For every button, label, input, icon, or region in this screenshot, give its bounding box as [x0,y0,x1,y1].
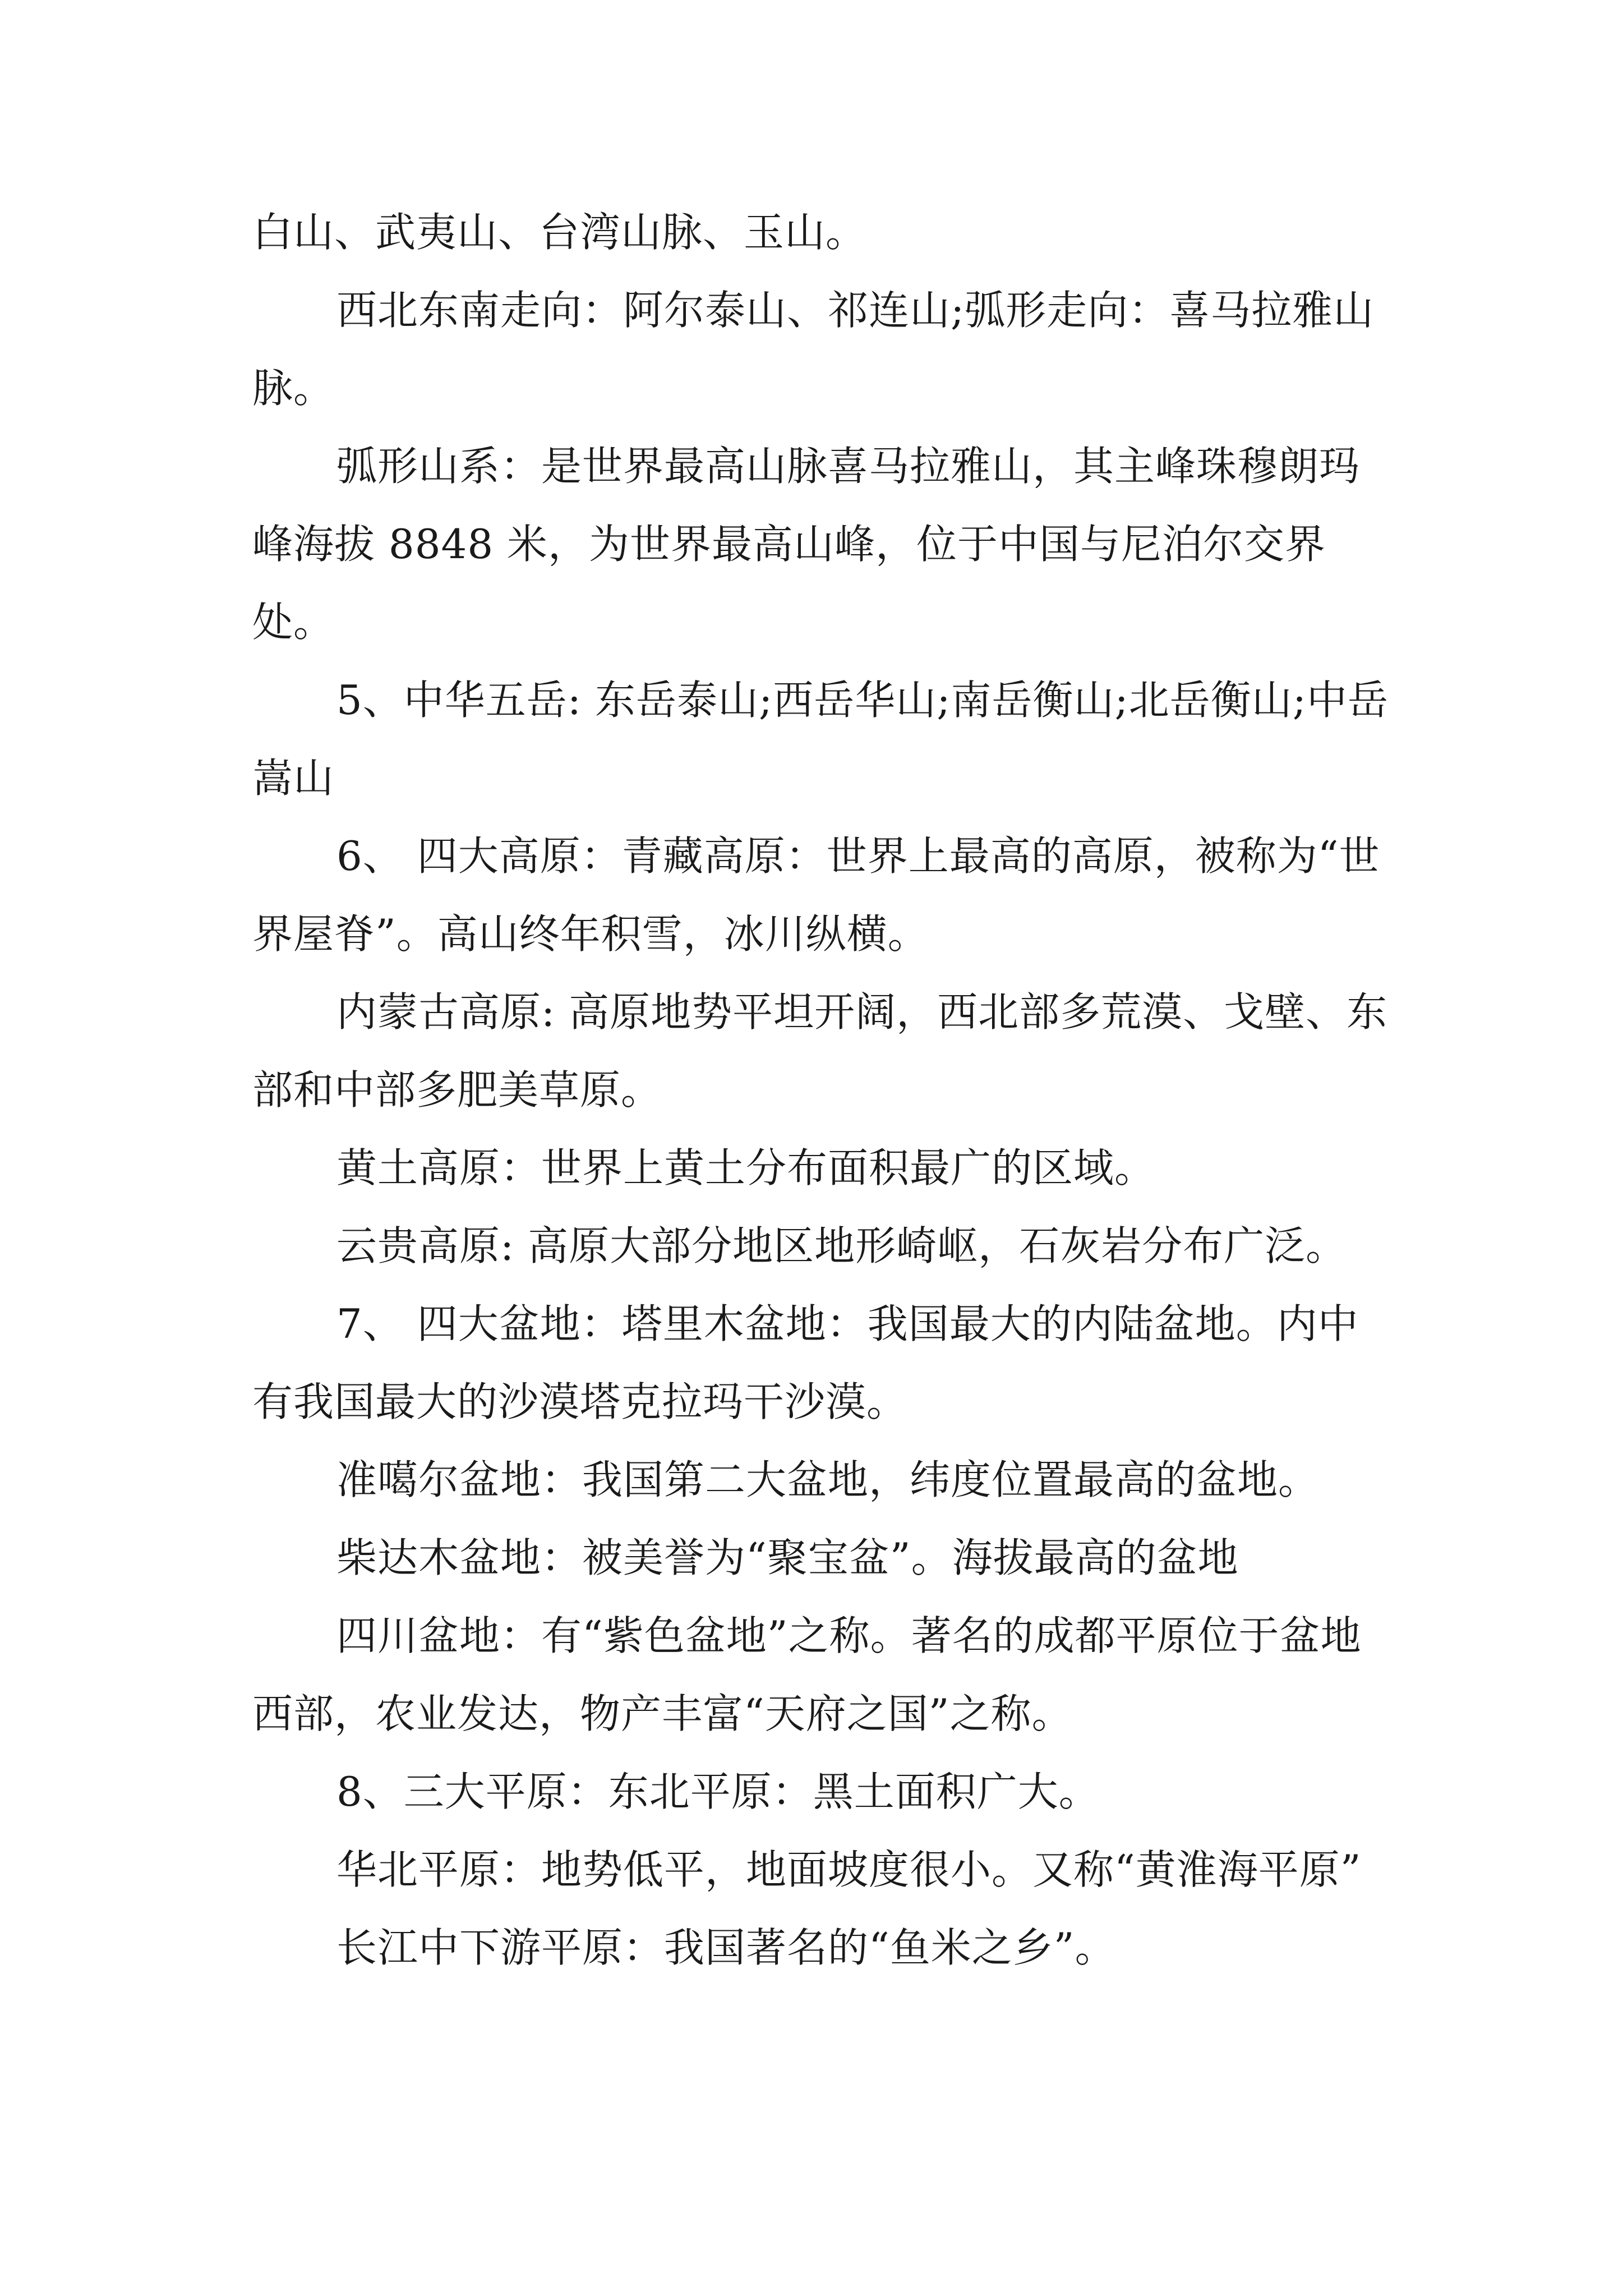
paragraph-13: 8、三大平原：东北平原：黑土面积广大。 [336,1768,1100,1815]
paragraph-2: 西北东南走向：阿尔泰山、祁连山;弧形走向：喜马拉雅山脉。 [252,287,1375,412]
paragraph-14: 华北平原：地势低平，地面坡度很小。又称“黄淮海平原” [336,1846,1362,1893]
paragraph-10: 准噶尔盆地：我国第二大盆地，纬度位置最高的盆地。 [336,1456,1320,1503]
paragraph-6: 内蒙古高原: 高原地势平坦开阔，西北部多荒漠、戈壁、东部和中部多肥美草原。 [252,988,1388,1114]
paragraph-3: 弧形山系：是世界最高山脉喜马拉雅山，其主峰珠穆朗玛峰海拔 8848 米，为世界最高山峰，位于中国与尼泊尔交界处。 [252,443,1361,646]
paragraph-4: 5、中华五岳: 东岳泰山;西岳华山;南岳衡山;北岳衡山;中岳嵩山 [252,677,1389,802]
document-body [252,194,1391,1987]
paragraph-9: 7、 四大盆地：塔里木盆地：我国最大的内陆盆地。内中有我国最大的沙漠塔克拉玛干沙漠。 [252,1300,1359,1425]
paragraph-7: 黄土高原：世界上黄土分布面积最广的区域。 [336,1144,1156,1191]
paragraph-5: 6、 四大高原：青藏高原：世界上最高的高原，被称为“世界屋脊”。高山终年积雪，冰川纵横。 [252,832,1380,958]
paragraph-1: 白山、武夷山、台湾山脉、玉山。 [252,209,867,256]
paragraph-15: 长江中下游平原：我国著名的“鱼米之乡”。 [336,1924,1116,1971]
paragraph-8: 云贵高原: 高原大部分地区地形崎岖，石灰岩分布广泛。 [336,1222,1347,1269]
paragraph-12: 四川盆地：有“紫色盆地”之称。著名的成都平原位于盆地西部，农业发达，物产丰富“天府之国”之称。 [252,1612,1362,1737]
paragraph-11: 柴达木盆地：被美誉为“聚宝盆”。海拔最高的盆地 [336,1534,1239,1581]
